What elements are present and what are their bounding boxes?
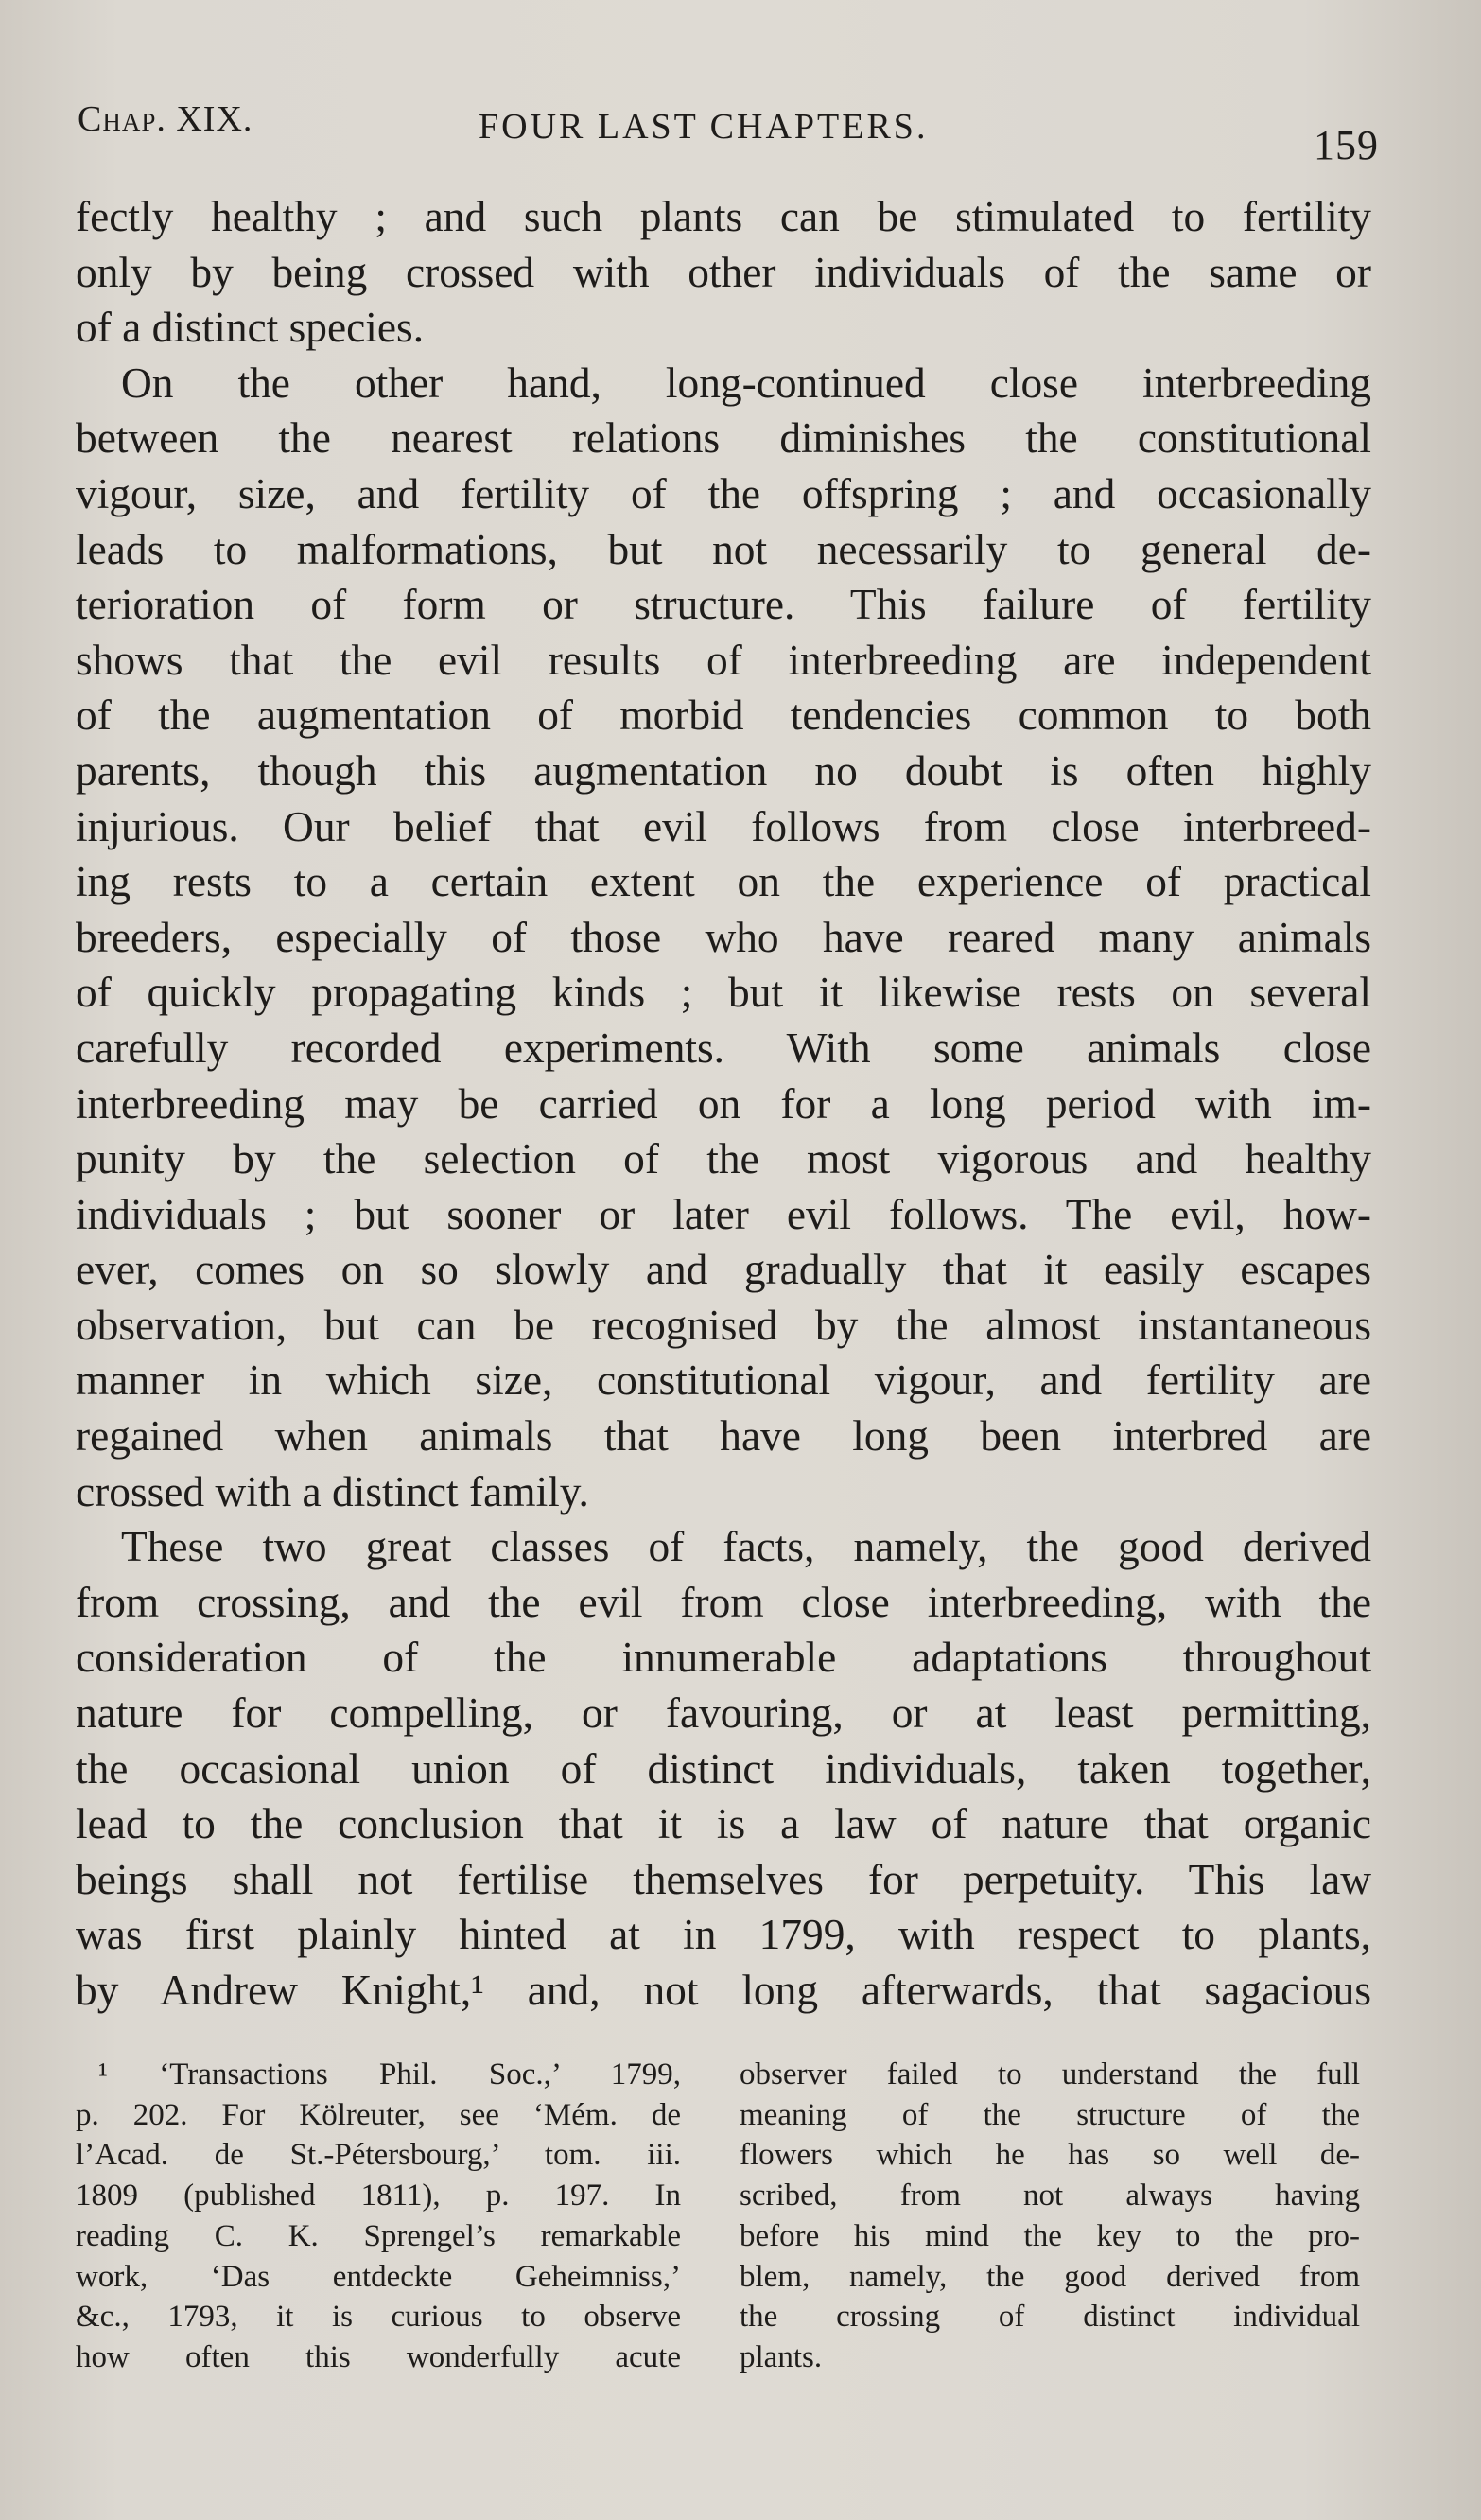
body-line: parents, though this augmentation no doubt is often highly — [76, 746, 1371, 795]
body-line: punity by the selection of the most vigorous and healthy — [76, 1135, 1371, 1183]
body-line: manner in which size, constitutional vigour, and fertility are — [76, 1356, 1371, 1405]
footnote-column-right — [740, 2055, 1360, 2378]
footnote-column-left — [76, 2055, 681, 2378]
body-line: shows that the evil results of interbreeding are independent — [76, 636, 1371, 684]
body-line: consideration of the innumerable adaptations throughout — [76, 1634, 1371, 1682]
footnote-line: flowers which he has so well de- — [740, 2138, 1360, 2173]
footnote-line: blem, namely, the good derived from — [740, 2259, 1360, 2294]
footnote-line: meaning of the structure of the — [740, 2097, 1360, 2132]
page-header — [78, 98, 1383, 168]
body-line: injurious. Our belief that evil follows from close interbreed- — [76, 802, 1371, 850]
body-line: leads to malformations, but not necessarily to general de- — [76, 525, 1371, 573]
footnote-line: reading C. K. Sprengel’s remarkable — [76, 2218, 681, 2253]
body-line: carefully recorded experiments. With some animals close — [76, 1024, 1371, 1072]
body-line: of a distinct species. — [76, 304, 425, 352]
body-line: beings shall not fertilise themselves for perpetuity. This law — [76, 1855, 1371, 1903]
body-line: nature for compelling, or favouring, or at least permitting, — [76, 1689, 1371, 1738]
body-line: was first plainly hinted at in 1799, with respect to plants, — [76, 1911, 1371, 1959]
running-title: FOUR LAST CHAPTERS. — [479, 107, 929, 147]
page-number: 159 — [1314, 122, 1379, 168]
body-line: between the nearest relations diminishes the constitutional — [76, 414, 1371, 463]
footnote-line: plants. — [740, 2339, 823, 2374]
body-line: by Andrew Knight,¹ and, not long afterwards, that sagacious — [76, 1967, 1371, 2014]
footnote-line: ¹ ‘Transactions Phil. Soc.,’ 1799, — [98, 2057, 681, 2091]
body-line: regained when animals that have long been interbred are — [76, 1412, 1371, 1461]
body-line: lead to the conclusion that it is a law of nature that organic — [76, 1800, 1371, 1848]
footnote-line: before his mind the key to the pro- — [740, 2218, 1360, 2253]
body-line: from crossing, and the evil from close interbreeding, with the — [76, 1578, 1371, 1626]
footnote-line: l’Acad. de St.-Pétersbourg,’ tom. iii. — [76, 2138, 681, 2173]
body-line: vigour, size, and fertility of the offspring ; and occasionally — [76, 469, 1371, 517]
body-line: interbreeding may be carried on for a long period with im- — [76, 1079, 1371, 1128]
footnote-line: p. 202. For Kölreuter, see ‘Mém. de — [76, 2097, 681, 2132]
body-line: only by being crossed with other individuals of the same or — [76, 248, 1371, 296]
footnote-line: &c., 1793, it is curious to observe — [76, 2300, 681, 2335]
chapter-label: Chap. XIX. — [78, 99, 253, 139]
footnote-line: observer failed to understand the full — [740, 2057, 1360, 2091]
body-line: observation, but can be recognised by the almost instantaneous — [76, 1301, 1371, 1349]
body-line: terioration of form or structure. This failure of fertility — [76, 581, 1371, 629]
body-line: individuals ; but sooner or later evil follows. The evil, how- — [76, 1190, 1371, 1238]
footnote-line: how often this wonderfully acute — [76, 2339, 681, 2374]
body-line: the occasional union of distinct individuals, taken together, — [76, 1744, 1371, 1793]
body-line: fectly healthy ; and such plants can be stimulated to fertility — [76, 193, 1371, 240]
body-line: of the augmentation of morbid tendencies common to both — [76, 691, 1371, 740]
footnote-line: scribed, from not always having — [740, 2179, 1360, 2214]
body-line: of quickly propagating kinds ; but it likewise rests on several — [76, 969, 1371, 1017]
footnote-line: work, ‘Das entdeckte Geheimniss,’ — [76, 2259, 681, 2294]
body-text — [76, 189, 1371, 2019]
paragraph-start: On the other hand, long-continued close interbreeding — [121, 359, 1371, 407]
body-line: ing rests to a certain extent on the experience of practical — [76, 858, 1371, 906]
body-line: crossed with a distinct family. — [76, 1467, 589, 1515]
footnote-line: the crossing of distinct individual — [740, 2300, 1360, 2335]
body-line: breeders, especially of those who have reared many animals — [76, 913, 1371, 961]
footnote-line: 1809 (published 1811), p. 197. In — [76, 2179, 681, 2214]
paragraph-start: These two great classes of facts, namely, the good derived — [121, 1523, 1371, 1571]
body-line: ever, comes on so slowly and gradually that it easily escapes — [76, 1246, 1371, 1294]
